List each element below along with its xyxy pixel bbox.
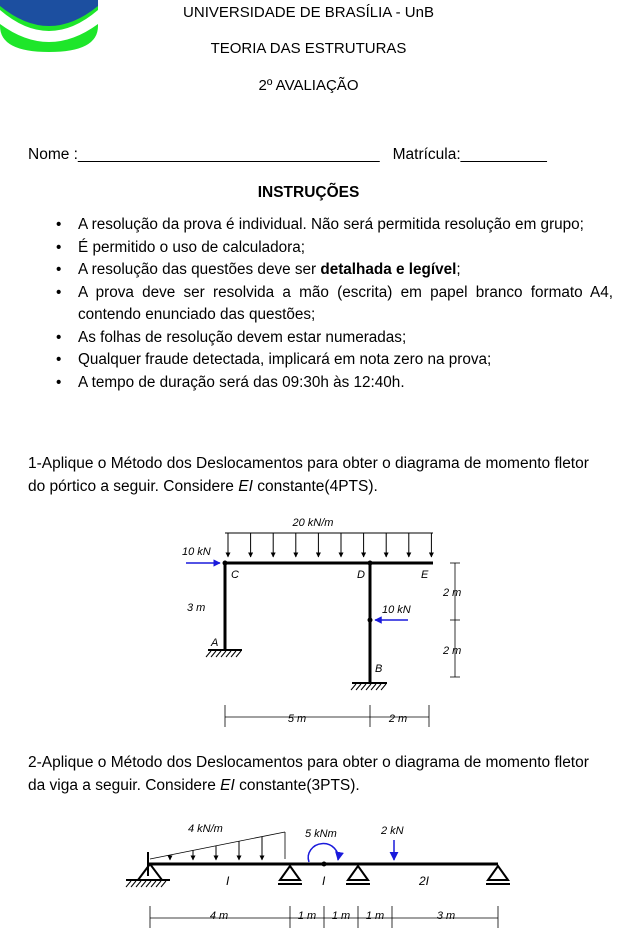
height-upper-label: 2 m [443, 587, 462, 599]
inertia-3-label: 2I [419, 874, 430, 888]
left-support-hatch [126, 881, 166, 887]
span-de-label: 2 m [388, 713, 408, 725]
hatch-line [231, 651, 236, 657]
bullet: • [56, 261, 62, 278]
height-lower-label: 2 m [443, 645, 462, 657]
node-d [368, 561, 373, 566]
support-b-hatch [351, 684, 386, 690]
hatch-line [381, 684, 386, 690]
node-b-label: B [375, 663, 383, 675]
hatch-line [151, 881, 156, 887]
question-1-text: 1-Aplique o Método dos Deslocamentos para obter o diagrama de momento fletor do pórtico a seguir. Considere EI constante(4PTS). [28, 455, 589, 495]
registration-label: Matrícula: [392, 146, 461, 163]
hatch-line [371, 684, 376, 690]
instructions-list [28, 214, 613, 394]
mid-node [368, 618, 373, 623]
support-3-triangle [348, 866, 368, 880]
hinge-node [322, 862, 327, 867]
bullet: • [56, 328, 62, 346]
node-a-label: A [211, 637, 219, 649]
node-d-label: D [357, 569, 365, 581]
bold-emphasis: detalhada e legível [320, 261, 457, 278]
instruction-item: • Qualquer fraude detectada, implicará em nota zero na prova; [28, 349, 613, 372]
instruction-item: • A prova deve ser resolvida a mão (escrita) em papel branco formato A4, contendo enunciado das questões; [56, 283, 613, 323]
hatch-line [356, 684, 361, 690]
hatch-line [361, 684, 366, 690]
hatch-line [211, 651, 216, 657]
left-support-triangle [138, 864, 162, 880]
point-load-label: 2 kN [381, 825, 404, 837]
hatch-line [216, 651, 221, 657]
university-title: UNIVERSIDADE DE BRASÍLIA - UnB [183, 4, 434, 21]
instruction-item: • A tempo de duração será das 09:30h às 12:40h. [28, 372, 613, 395]
name-label: Nome : [28, 146, 78, 163]
span-cd-label: 5 m [287, 713, 307, 725]
height-ac-label: 3 m [187, 602, 206, 614]
course-title: TEORIA DAS ESTRUTURAS [210, 40, 407, 57]
inertia-1-label: I [226, 874, 230, 888]
triangular-load-label: 4 kN/m [188, 823, 223, 835]
dim-label: 4 m [209, 910, 229, 922]
dim-label: 1 m [365, 910, 385, 922]
triangular-load-line [150, 832, 285, 859]
ei-symbol: EI [220, 776, 235, 794]
hatch-line [376, 684, 381, 690]
instructions-title: INSTRUÇÕES [257, 184, 360, 201]
hatch-line [161, 881, 166, 887]
frame-diagram [0, 505, 617, 735]
dim-label: 3 m [436, 910, 456, 922]
hatch-line [351, 684, 356, 690]
bullet: • [56, 238, 62, 256]
bullet: • [56, 373, 62, 391]
distributed-load-arrows [228, 533, 431, 557]
node-c-label: C [231, 569, 239, 581]
hatch-line [136, 881, 141, 887]
moment-label: 5 kNm [305, 828, 337, 840]
moment-arc-arrow [308, 844, 338, 862]
hatch-line [156, 881, 161, 887]
hatch-line [126, 881, 131, 887]
hatch-line [221, 651, 226, 657]
node-e-label: E [421, 569, 429, 581]
name-blank[interactable]: ___________________________________ [77, 146, 380, 163]
bullet: • [56, 351, 62, 368]
support-4-triangle [488, 866, 508, 880]
beam-diagram [0, 810, 617, 930]
hatch-line [131, 881, 136, 887]
hatch-line [226, 651, 231, 657]
mid-load-label: 10 kN [382, 604, 411, 616]
top-load-label: 10 kN [182, 546, 211, 558]
dim-label: 1 m [331, 910, 351, 922]
support-2-triangle [280, 866, 300, 880]
student-fields [28, 146, 547, 164]
node-c [223, 561, 228, 566]
hatch-line [141, 881, 146, 887]
dim-label: 1 m [297, 910, 317, 922]
inertia-2-label: I [322, 874, 326, 888]
hatch-line [206, 651, 211, 657]
hatch-line [366, 684, 371, 690]
instruction-item: • A resolução da prova é individual. Não será permitida resolução em grupo; [28, 214, 613, 237]
ei-symbol: EI [238, 477, 253, 495]
bullet: • [56, 283, 62, 301]
instruction-item: • As folhas de resolução devem estar numeradas; [28, 327, 613, 350]
distributed-load-label: 20 kN/m [292, 517, 334, 529]
hatch-line [146, 881, 151, 887]
instruction-item: • A resolução das questões deve ser detalhada e legível; [28, 259, 613, 282]
question-2-text: 2-Aplique o Método dos Deslocamentos para obter o diagrama de momento fletor da viga a seguir. Considere EI constante(3PTS). [28, 754, 589, 794]
registration-blank[interactable]: __________ [460, 146, 547, 163]
triangular-load-arrows [170, 837, 262, 860]
exam-title: 2º AVALIAÇÃO [258, 77, 359, 94]
instruction-item: • É permitido o uso de calculadora; [28, 237, 613, 260]
support-a-hatch [206, 651, 241, 657]
hatch-line [236, 651, 241, 657]
bullet: • [56, 216, 62, 233]
